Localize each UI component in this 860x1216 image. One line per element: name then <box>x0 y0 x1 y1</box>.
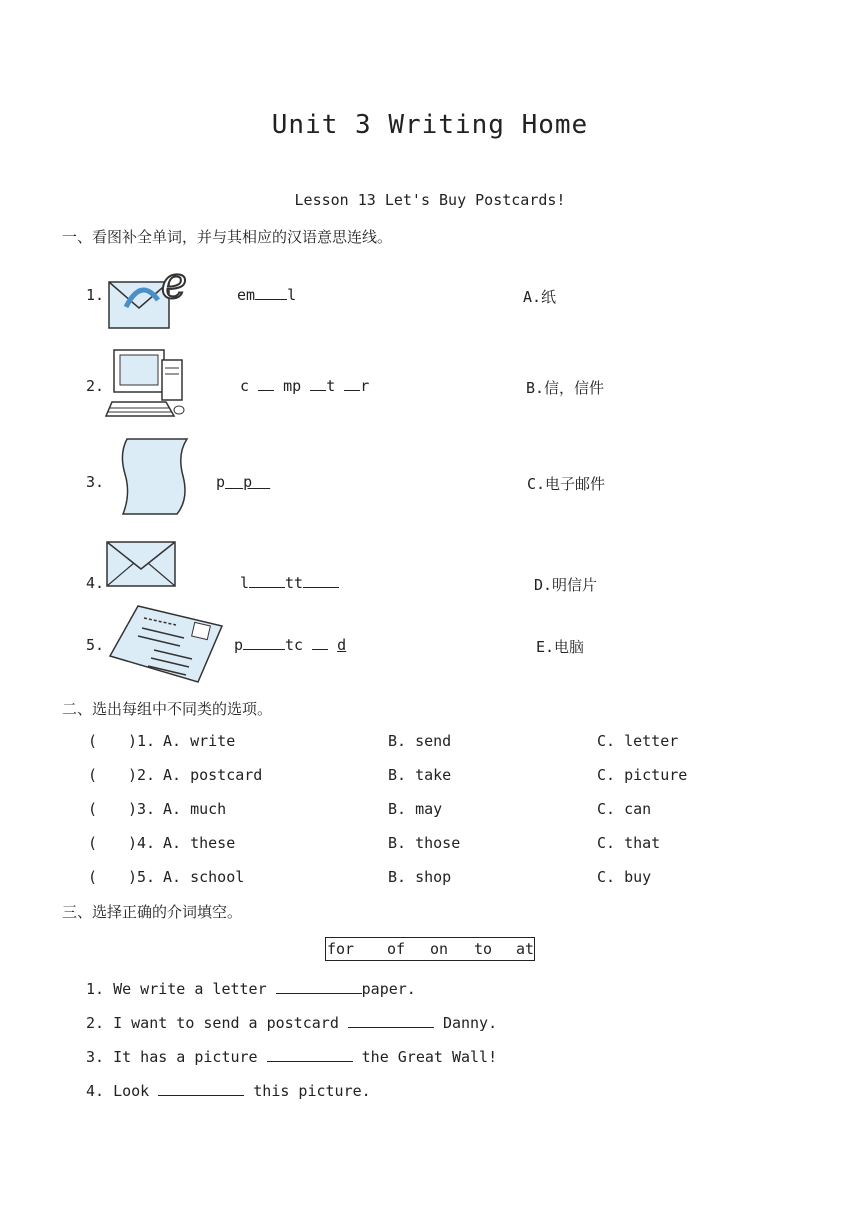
sentence: 3. It has a picture the Great Wall! <box>86 1048 498 1066</box>
option-b: B. may <box>388 800 443 818</box>
word-bank-item: at <box>516 940 535 958</box>
word-bank-item: on <box>430 940 449 958</box>
answer-paren: ( <box>88 766 98 784</box>
item-number: 1. <box>86 286 105 304</box>
sentence: 4. Look this picture. <box>86 1082 371 1100</box>
question-number: )2. <box>128 766 156 784</box>
item-number: 4. <box>86 574 105 592</box>
meaning-e: E.电脑 <box>536 638 585 656</box>
question-number: )3. <box>128 800 156 818</box>
answer-paren: ( <box>88 834 98 852</box>
answer-paren: ( <box>88 732 98 750</box>
question-number: )4. <box>128 834 156 852</box>
word-bank-box <box>325 937 535 961</box>
item-number: 2. <box>86 377 105 395</box>
answer-paren: ( <box>88 800 98 818</box>
email-icon <box>106 258 201 332</box>
word-paper: p p <box>216 473 253 491</box>
word-email: em l <box>237 286 297 304</box>
question-number: )1. <box>128 732 156 750</box>
envelope-icon <box>106 541 178 589</box>
computer-icon <box>104 348 189 423</box>
word-bank-item: of <box>387 940 406 958</box>
word-letter: l tt <box>240 574 339 592</box>
section2-heading: 二、选出每组中不同类的选项。 <box>62 700 273 718</box>
answer-paren: ( <box>88 868 98 886</box>
option-b: B. those <box>388 834 461 852</box>
option-c: C. letter <box>597 732 679 750</box>
option-c: C. can <box>597 800 652 818</box>
option-a: A. these <box>163 834 236 852</box>
word-postcard: p tc d <box>234 636 347 654</box>
section3-heading: 三、选择正确的介词填空。 <box>62 903 243 921</box>
meaning-a: A.纸 <box>523 288 557 306</box>
meaning-b: B.信，信件 <box>526 379 605 397</box>
option-c: C. that <box>597 834 661 852</box>
word-bank-item: to <box>474 940 493 958</box>
meaning-c: C.电子邮件 <box>527 475 606 493</box>
word-bank-item: for <box>327 940 355 958</box>
sentence: 2. I want to send a postcard Danny. <box>86 1014 498 1032</box>
option-a: A. postcard <box>163 766 263 784</box>
option-b: B. shop <box>388 868 452 886</box>
word-computer: c mp t r <box>240 377 370 395</box>
option-a: A. write <box>163 732 236 750</box>
section1-heading: 一、看图补全单词，并与其相应的汉语意思连线。 <box>62 228 393 246</box>
option-b: B. take <box>388 766 452 784</box>
question-number: )5. <box>128 868 156 886</box>
page-title: Unit 3 Writing Home <box>271 110 589 140</box>
paper-icon <box>115 434 195 519</box>
item-number: 3. <box>86 473 105 491</box>
option-c: C. picture <box>597 766 688 784</box>
option-c: C. buy <box>597 868 652 886</box>
postcard-icon <box>106 604 226 684</box>
svg-text:e: e <box>161 258 188 309</box>
item-number: 5. <box>86 636 105 654</box>
option-a: A. school <box>163 868 245 886</box>
option-b: B. send <box>388 732 452 750</box>
option-a: A. much <box>163 800 227 818</box>
lesson-subtitle: Lesson 13 Let's Buy Postcards! <box>294 191 566 209</box>
sentence: 1. We write a letter paper. <box>86 980 416 998</box>
meaning-d: D.明信片 <box>534 576 598 594</box>
